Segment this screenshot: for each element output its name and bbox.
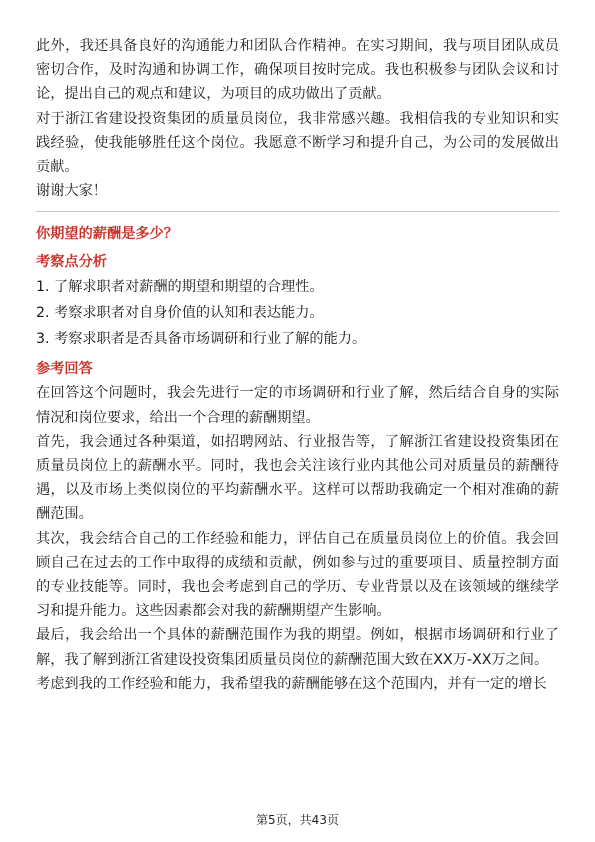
- interview-question: 你期望的薪酬是多少？: [36, 226, 178, 243]
- section-divider: [36, 211, 559, 212]
- intro-paragraph: 此外，我还具备良好的沟通能力和团队合作精神。在实习期间，我与项目团队成员密切合作，及时沟通和协调工作，确保项目按时完成。我也积极参与团队会议和讨论，提出自己的观点和建议，为项目的成功做出了贡献。: [36, 38, 559, 103]
- closing-thanks: 谢谢大家！: [36, 183, 107, 200]
- page-number: 第5页，共43页: [256, 813, 339, 827]
- analysis-heading: 考察点分析: [36, 254, 107, 271]
- answer-heading: 参考回答: [36, 361, 93, 378]
- analysis-item: 2. 考察求职者对自身价值的认知和表达能力。: [36, 305, 324, 322]
- answer-paragraph: 考虑到我的工作经验和能力，我希望我的薪酬能够在这个范围内，并有一定的增长: [36, 675, 547, 692]
- answer-paragraph: 在回答这个问题时，我会先进行一定的市场调研和行业了解，然后结合自身的实际情况和岗位要求，给出一个合理的薪酬期望。: [36, 385, 559, 426]
- analysis-list: [36, 274, 559, 352]
- answer-paragraph: 其次，我会结合自己的工作经验和能力，评估自己在质量员岗位上的价值。我会回顾自己在过去的工作中取得的成绩和贡献，例如参与过的重要项目、质量控制方面的专业技能等。同时，我也会考虑到自己的学历、专业背景以及在该领域的继续学习和提升能力。这些因素都会对我的薪酬期望产生影响。: [36, 530, 559, 620]
- answer-paragraph: 最后，我会给出一个具体的薪酬范围作为我的期望。例如，根据市场调研和行业了解，我了解到浙江省建设投资集团质量员岗位的薪酬范围大致在XX万-XX万之间。: [36, 627, 559, 668]
- page-content: [36, 34, 559, 696]
- analysis-item: 1. 了解求职者对薪酬的期望和期望的合理性。: [36, 279, 324, 296]
- analysis-item: 3. 考察求职者是否具备市场调研和行业了解的能力。: [36, 331, 367, 348]
- answer-paragraph: 首先，我会通过各种渠道，如招聘网站、行业报告等，了解浙江省建设投资集团在质量员岗位上的薪酬水平。同时，我也会关注该行业内其他公司对质量员的薪酬待遇，以及市场上类似岗位的平均薪酬水平。这样可以帮助我确定一个相对准确的薪酬范围。: [36, 433, 559, 523]
- intro-paragraph: 对于浙江省建设投资集团的质量员岗位，我非常感兴趣。我相信我的专业知识和实践经验，使我能够胜任这个岗位。我愿意不断学习和提升自己，为公司的发展做出贡献。: [36, 110, 559, 176]
